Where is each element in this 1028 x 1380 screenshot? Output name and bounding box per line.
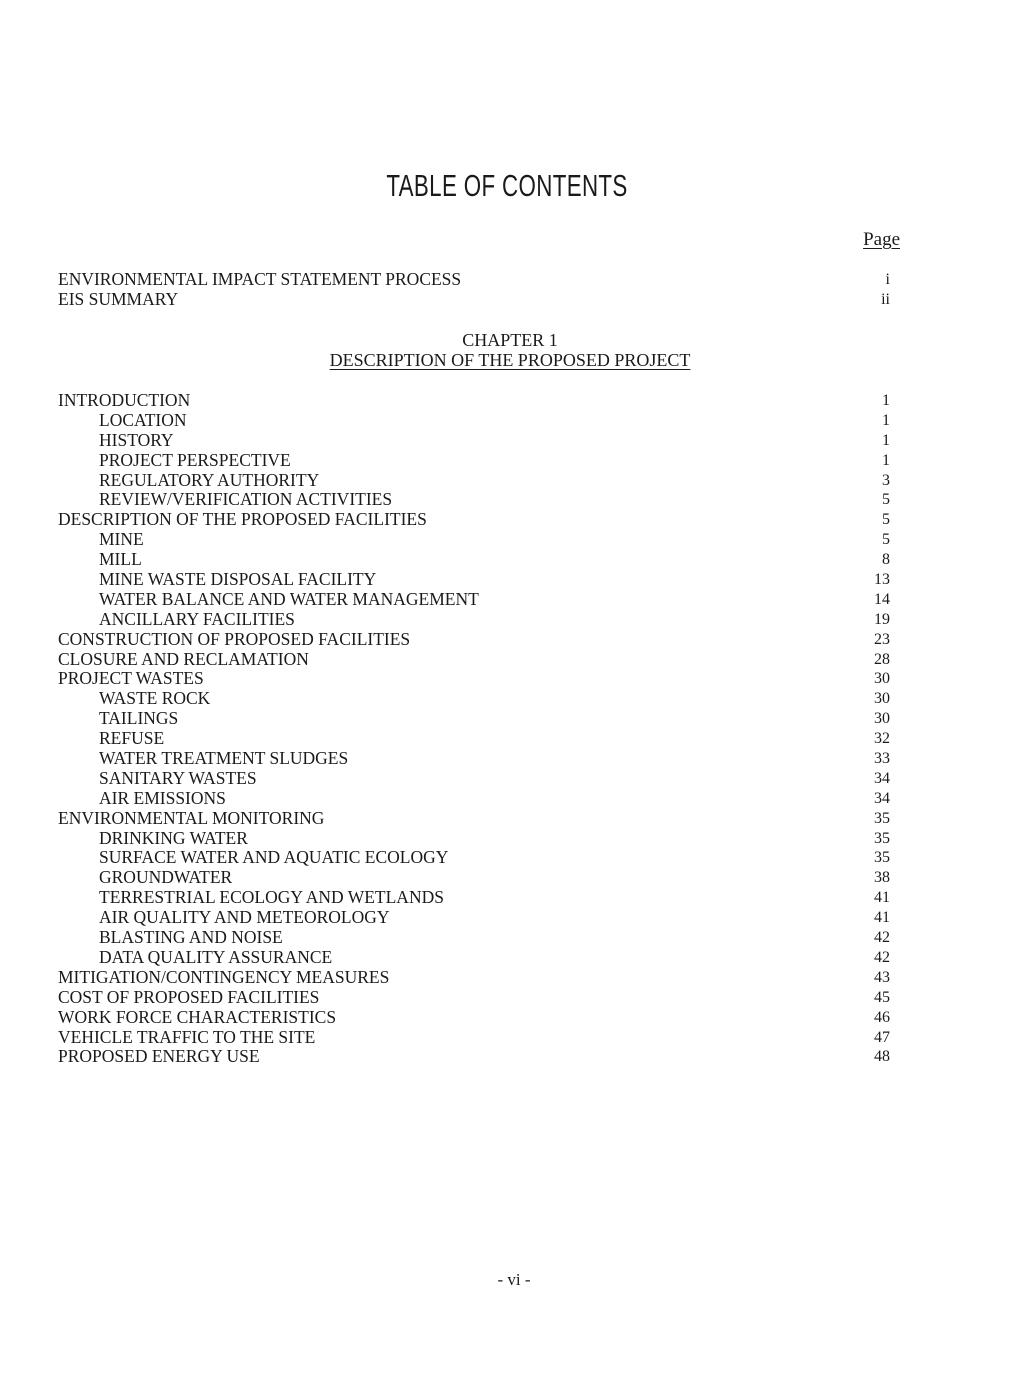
toc-entry-page: 41 xyxy=(874,889,890,907)
toc-entry-page: 42 xyxy=(874,948,890,966)
toc-entry xyxy=(58,868,902,888)
toc-entry xyxy=(58,829,902,849)
toc-entry-page: ii xyxy=(881,290,890,308)
toc-entry-label: WATER TREATMENT SLUDGES xyxy=(99,748,349,769)
toc-entry-label: REVIEW/VERIFICATION ACTIVITIES xyxy=(99,489,393,510)
toc-entry xyxy=(58,471,902,491)
toc-entry xyxy=(58,988,902,1008)
toc-entry xyxy=(58,270,902,290)
toc-entry xyxy=(58,1047,902,1067)
page-title: TABLE OF CONTENTS xyxy=(386,168,628,203)
chapter-title: DESCRIPTION OF THE PROPOSED PROJECT xyxy=(329,350,691,370)
toc-entry-label: SURFACE WATER AND AQUATIC ECOLOGY xyxy=(99,847,449,868)
toc-entry-label: ENVIRONMENTAL MONITORING xyxy=(58,807,325,828)
toc-entry-page: 5 xyxy=(882,531,890,549)
toc-entry xyxy=(58,1008,902,1028)
front-matter-list xyxy=(58,270,902,310)
toc-entry xyxy=(58,610,902,630)
chapter-heading xyxy=(0,330,1020,370)
toc-entry-page: 46 xyxy=(874,1008,890,1026)
toc-entry xyxy=(58,689,902,709)
toc-entry-label: WATER BALANCE AND WATER MANAGEMENT xyxy=(99,588,479,609)
toc-entry-label: DESCRIPTION OF THE PROPOSED FACILITIES xyxy=(58,509,427,530)
toc-entry-label: AIR EMISSIONS xyxy=(99,787,226,808)
chapter-number: CHAPTER 1 xyxy=(462,330,558,350)
toc-entry-label: PROJECT WASTES xyxy=(58,668,204,689)
toc-entry-label: MITIGATION/CONTINGENCY MEASURES xyxy=(58,966,390,987)
toc-entry-label: ANCILLARY FACILITIES xyxy=(99,608,295,629)
toc-entry-label: DRINKING WATER xyxy=(99,827,248,848)
toc-entry-label: PROJECT PERSPECTIVE xyxy=(99,449,291,470)
toc-entry-label: PROPOSED ENERGY USE xyxy=(58,1046,260,1067)
toc-entry xyxy=(58,669,902,689)
toc-entry-label: REFUSE xyxy=(99,728,165,749)
toc-entry-label: SANITARY WASTES xyxy=(99,767,257,788)
toc-entry xyxy=(58,590,902,610)
toc-entry xyxy=(58,888,902,908)
toc-entry-page: 35 xyxy=(874,849,890,867)
toc-entry-page: 38 xyxy=(874,869,890,887)
toc-entry xyxy=(58,650,902,670)
toc-entry xyxy=(58,948,902,968)
toc-entry-page: 41 xyxy=(874,909,890,927)
toc-entry-page: 35 xyxy=(874,809,890,827)
toc-entry-page: 43 xyxy=(874,968,890,986)
toc-entry xyxy=(58,848,902,868)
toc-entry-page: 8 xyxy=(882,551,890,569)
toc-entry-label: HISTORY xyxy=(99,429,174,450)
toc-entry xyxy=(58,769,902,789)
toc-entry xyxy=(58,709,902,729)
toc-entry-page: 32 xyxy=(874,730,890,748)
toc-entry xyxy=(58,908,902,928)
toc-entry xyxy=(58,630,902,650)
toc-entry xyxy=(58,431,902,451)
toc-entry xyxy=(58,570,902,590)
toc-entry xyxy=(58,290,902,310)
toc-entry-label: MINE xyxy=(99,529,144,550)
toc-entry-page: 23 xyxy=(874,630,890,648)
toc-entry xyxy=(58,550,902,570)
page-number-footer: - vi - xyxy=(497,1270,531,1289)
toc-entry-label: LOCATION xyxy=(99,409,187,430)
toc-entry xyxy=(58,968,902,988)
toc-entry-page: 35 xyxy=(874,829,890,847)
toc-entry-label: TAILINGS xyxy=(99,708,179,729)
toc-entry-label: COST OF PROPOSED FACILITIES xyxy=(58,986,320,1007)
toc-entry-page: 30 xyxy=(874,710,890,728)
toc-entry xyxy=(58,490,902,510)
toc-entry-page: 33 xyxy=(874,750,890,768)
toc-entry-page: 5 xyxy=(882,491,890,509)
toc-entry-label: BLASTING AND NOISE xyxy=(99,927,283,948)
toc-entry-label: TERRESTRIAL ECOLOGY AND WETLANDS xyxy=(99,887,444,908)
toc-entry-page: 30 xyxy=(874,670,890,688)
toc-entry-page: i xyxy=(885,271,890,288)
toc-entry-page: 14 xyxy=(874,590,890,608)
toc-entry-label: REGULATORY AUTHORITY xyxy=(99,469,320,490)
toc-entry-page: 1 xyxy=(882,451,890,469)
toc-entry-label: CONSTRUCTION OF PROPOSED FACILITIES xyxy=(58,628,411,649)
toc-entry-page: 34 xyxy=(874,769,890,787)
toc-entry-page: 19 xyxy=(874,610,890,628)
toc-entry-label: MILL xyxy=(99,549,142,570)
toc-entry-list xyxy=(58,391,902,1067)
toc-entry-label: EIS SUMMARY xyxy=(58,288,179,309)
toc-entry-page: 45 xyxy=(874,988,890,1006)
toc-entry xyxy=(58,510,902,530)
toc-entry xyxy=(58,530,902,550)
toc-entry-page: 1 xyxy=(882,392,890,409)
toc-entry-label: DATA QUALITY ASSURANCE xyxy=(99,946,333,967)
toc-entry xyxy=(58,411,902,431)
toc-entry-label: GROUNDWATER xyxy=(99,867,233,888)
page-column-header: Page xyxy=(863,229,900,250)
toc-entry xyxy=(58,749,902,769)
toc-entry-page: 34 xyxy=(874,789,890,807)
toc-entry-label: WORK FORCE CHARACTERISTICS xyxy=(58,1006,337,1027)
toc-entry-page: 28 xyxy=(874,650,890,668)
toc-entry-label: CLOSURE AND RECLAMATION xyxy=(58,648,309,669)
toc-entry-page: 42 xyxy=(874,929,890,947)
toc-entry-page: 3 xyxy=(882,471,890,489)
toc-entry-page: 30 xyxy=(874,690,890,708)
toc-entry-page: 13 xyxy=(874,571,890,589)
toc-entry-label: VEHICLE TRAFFIC TO THE SITE xyxy=(58,1026,316,1047)
toc-entry xyxy=(58,451,902,471)
toc-entry-label: INTRODUCTION xyxy=(58,390,191,410)
toc-entry-page: 1 xyxy=(882,431,890,449)
toc-entry-page: 1 xyxy=(882,411,890,429)
toc-entry-label: MINE WASTE DISPOSAL FACILITY xyxy=(99,569,377,590)
toc-entry-label: WASTE ROCK xyxy=(99,688,211,709)
toc-entry xyxy=(58,928,902,948)
toc-entry xyxy=(58,789,902,809)
toc-entry-label: ENVIRONMENTAL IMPACT STATEMENT PROCESS xyxy=(58,269,462,289)
toc-entry-page: 5 xyxy=(882,511,890,529)
toc-entry xyxy=(58,809,902,829)
toc-entry-label: AIR QUALITY AND METEOROLOGY xyxy=(99,907,390,928)
toc-entry xyxy=(58,391,902,411)
toc-entry-page: 48 xyxy=(874,1048,890,1066)
toc-entry-page: 47 xyxy=(874,1028,890,1046)
toc-entry xyxy=(58,1028,902,1048)
toc-entry xyxy=(58,729,902,749)
